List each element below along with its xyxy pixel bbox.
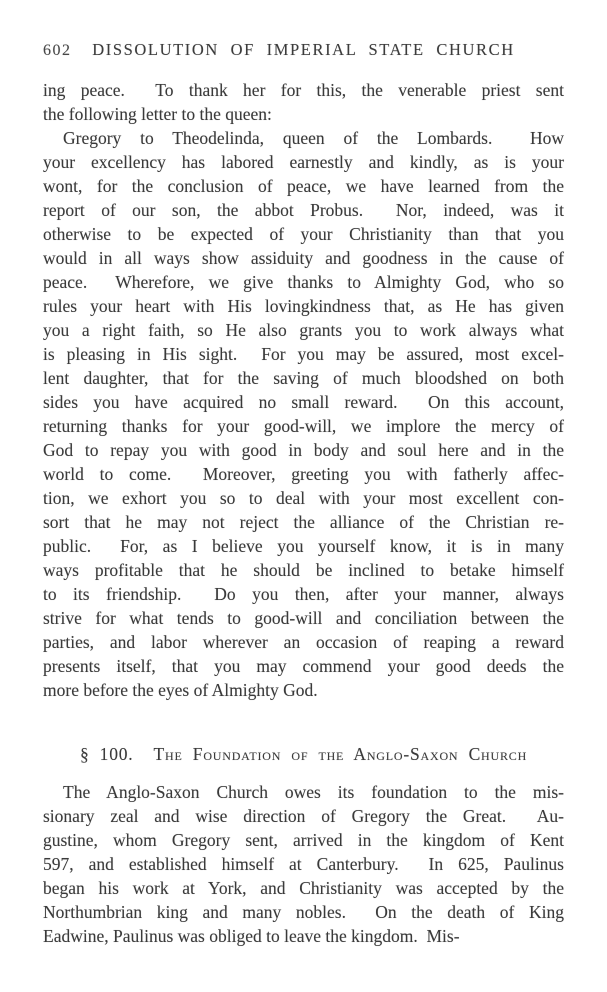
text-line: world to come. Moreover, greeting you with fatherly affec- [43, 464, 564, 484]
text-line: you a right faith, so He also grants you to work always what [43, 320, 564, 340]
page-content [43, 78, 564, 948]
text-line: rules your heart with His lovingkindness that, as He has given [43, 296, 564, 316]
text-line: peace. Wherefore, we give thanks to Almighty God, who so [43, 272, 564, 292]
text-line: is pleasing in His sight. For you may be assured, most excel- [43, 344, 564, 364]
text-line: lent daughter, that for the saving of much bloodshed on both [43, 368, 564, 388]
text-line: The Anglo-Saxon Church owes its foundation to the mis- [63, 782, 564, 802]
text-line: ing peace. To thank her for this, the venerable priest sent [43, 80, 564, 100]
text-line: sides you have acquired no small reward. On this account, [43, 392, 564, 412]
text-line: to its friendship. Do you then, after your manner, always [43, 584, 564, 604]
running-header [43, 40, 564, 60]
text-line: Gregory to Theodelinda, queen of the Lombards. How [63, 128, 564, 148]
text-line: otherwise to be expected of your Christianity than that you [43, 224, 564, 244]
text-line: report of our son, the abbot Probus. Nor, indeed, was it [43, 200, 564, 220]
paragraph [43, 78, 564, 126]
text-line: ways profitable that he should be inclined to betake himself [43, 560, 564, 580]
text-line: began his work at York, and Christianity was accepted by the [43, 878, 564, 898]
text-line: more before the eyes of Almighty God. [43, 680, 318, 700]
text-line: Northumbrian king and many nobles. On the death of King [43, 902, 564, 922]
text-line: returning thanks for your good-will, we implore the mercy of [43, 416, 564, 436]
text-line: 597, and established himself at Canterbury. In 625, Paulinus [43, 854, 564, 874]
page-number: 602 [43, 42, 72, 59]
body-text [43, 78, 564, 702]
text-line: sort that he may not reject the alliance of the Christian re- [43, 512, 564, 532]
text-line: would in all ways show assiduity and goodness in the cause of [43, 248, 564, 268]
text-line: public. For, as I believe you yourself know, it is in many [43, 536, 564, 556]
text-line: gustine, whom Gregory sent, arrived in the kingdom of Kent [43, 830, 564, 850]
section-heading: § 100. The Foundation of the Anglo-Saxon Church [79, 744, 528, 764]
section-text [43, 780, 564, 948]
text-line: sionary zeal and wise direction of Gregory the Great. Au- [43, 806, 564, 826]
text-line: presents itself, that you may commend your good deeds the [43, 656, 564, 676]
running-title: DISSOLUTION OF IMPERIAL STATE CHURCH [92, 40, 515, 59]
paragraph [43, 780, 564, 948]
text-line: strive for what tends to good-will and conciliation between the [43, 608, 564, 628]
text-line: tion, we exhort you so to deal with your most excellent con- [43, 488, 564, 508]
text-line: parties, and labor wherever an occasion of reaping a reward [43, 632, 564, 652]
text-line: your excellency has labored earnestly and kindly, as is your [43, 152, 564, 172]
paragraph [43, 126, 564, 702]
text-line: God to repay you with good in body and soul here and in the [43, 440, 564, 460]
text-line: Eadwine, Paulinus was obliged to leave the kingdom. Mis- [43, 926, 460, 946]
text-line: the following letter to the queen: [43, 104, 272, 124]
text-line: wont, for the conclusion of peace, we have learned from the [43, 176, 564, 196]
